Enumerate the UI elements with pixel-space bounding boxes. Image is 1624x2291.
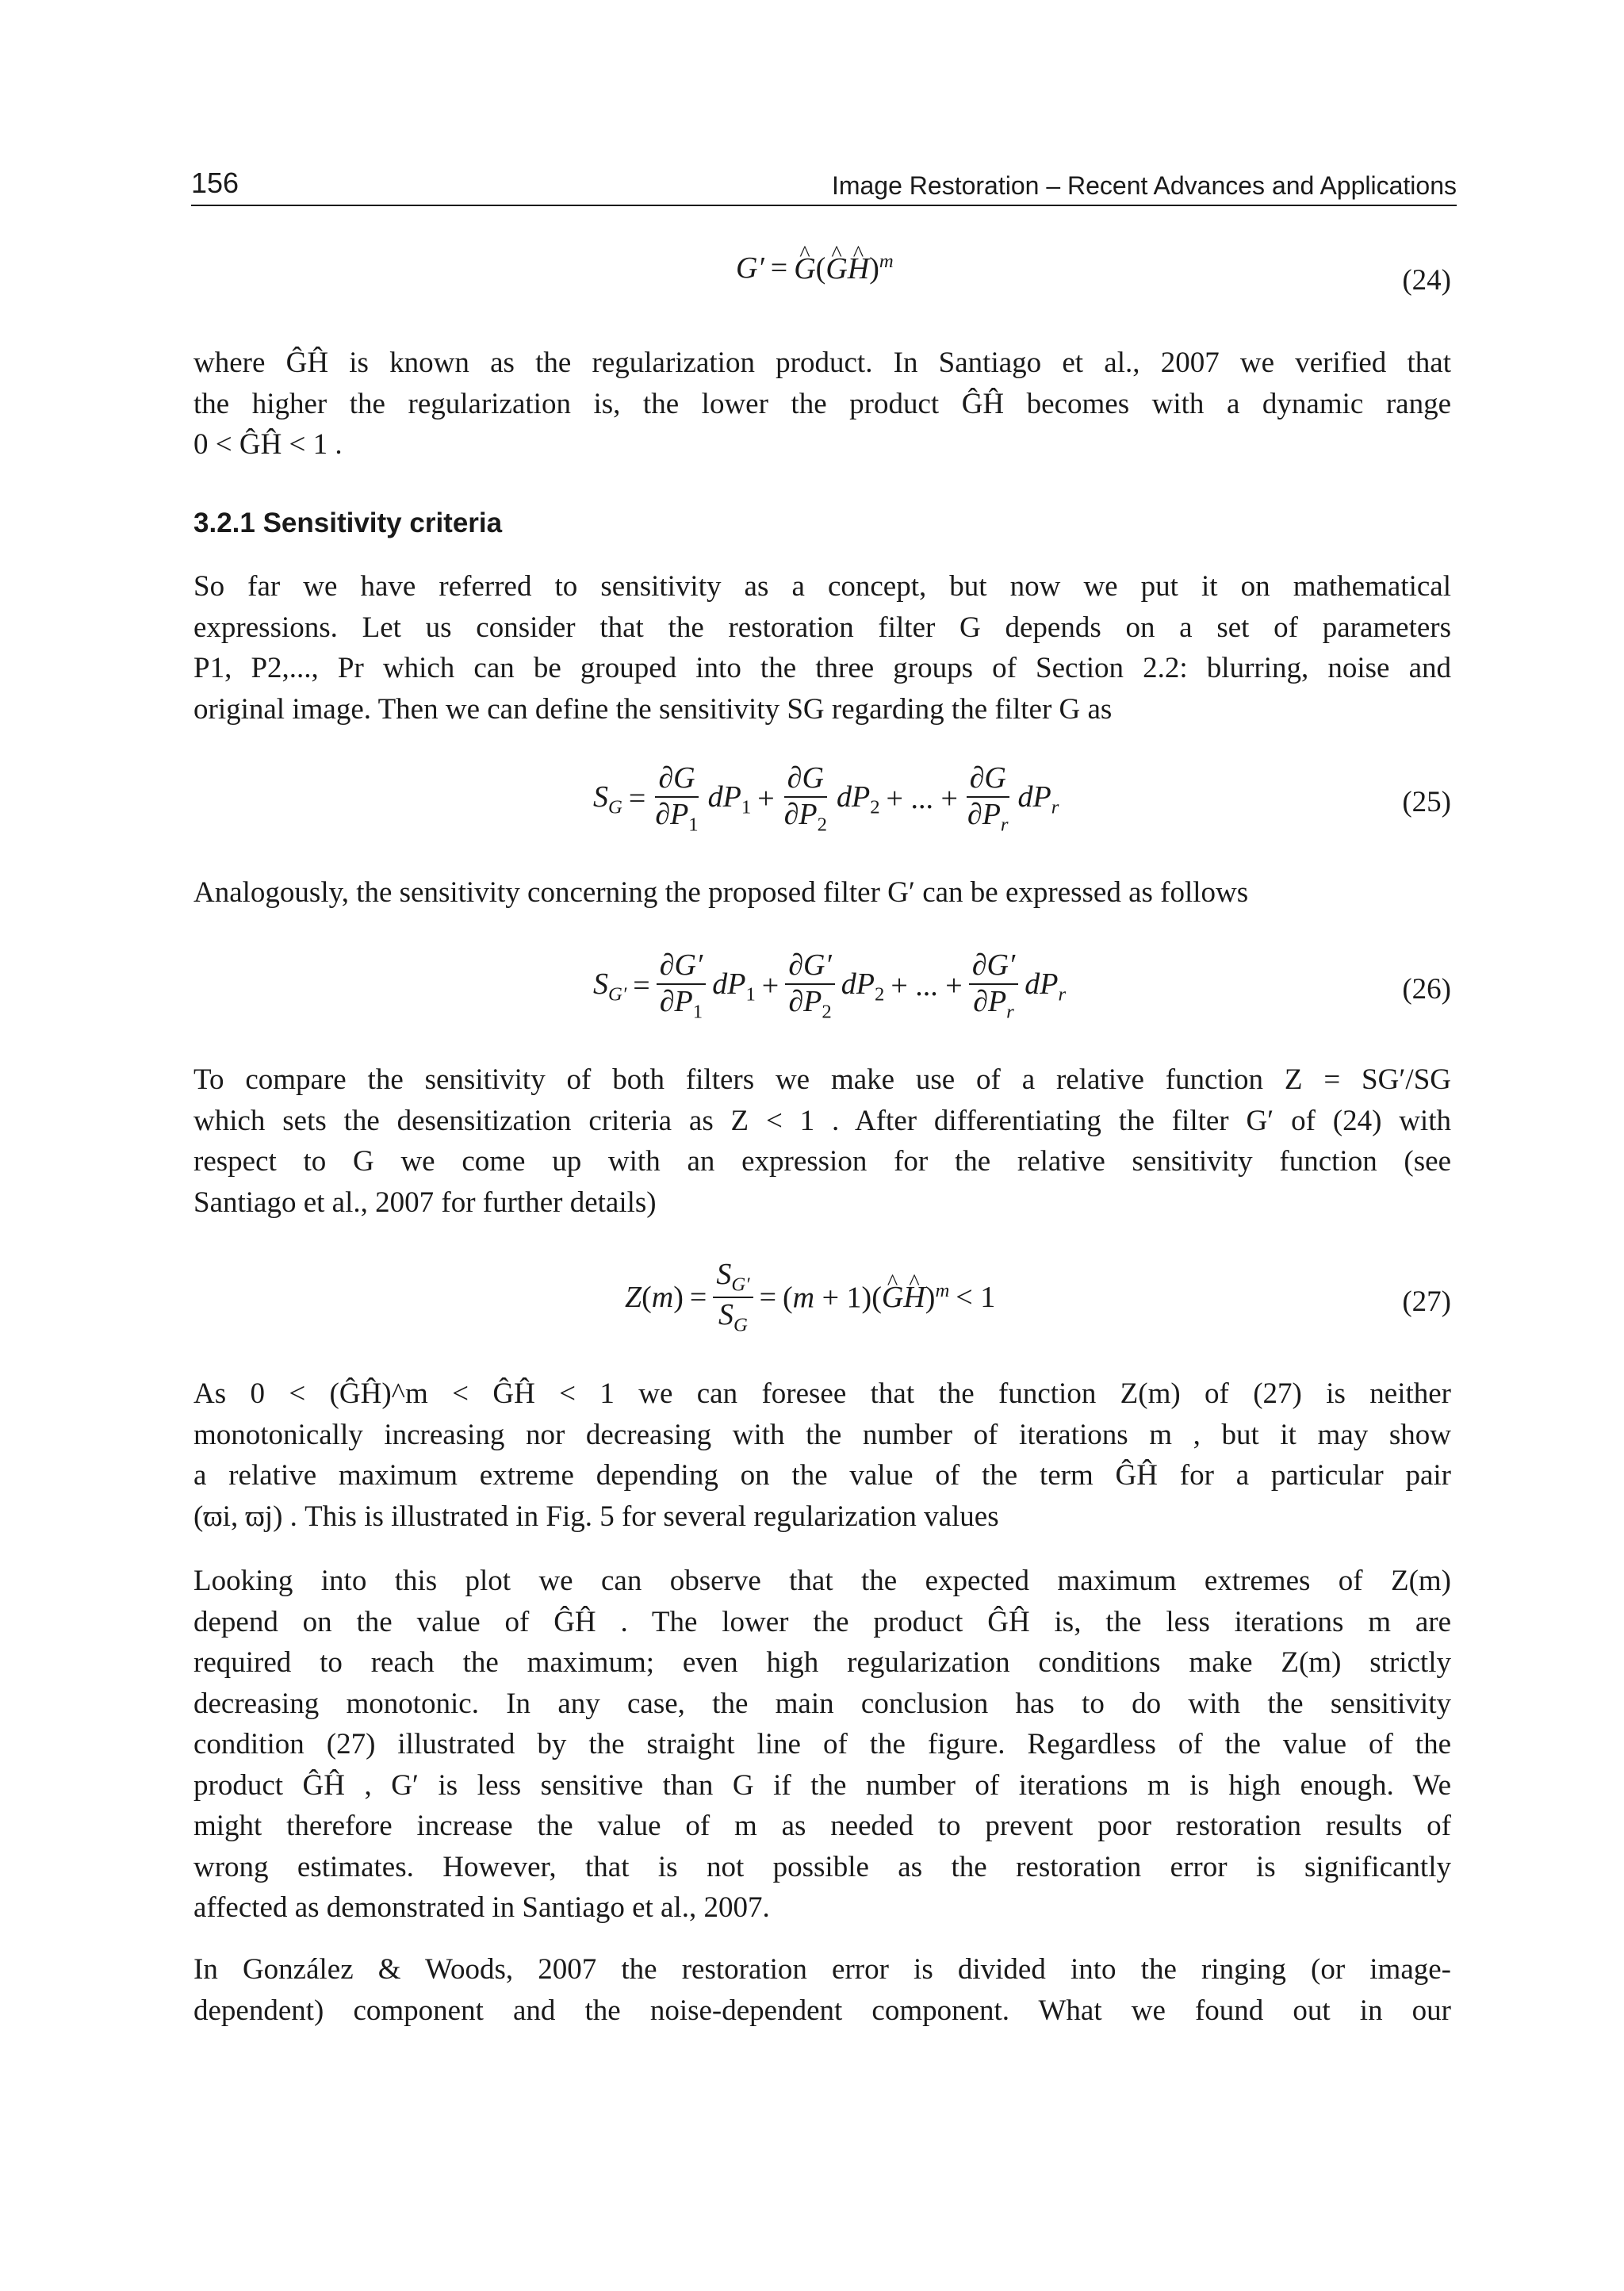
paragraph-3: [193, 872, 1451, 914]
text-line: product ĜĤ , G′ is less sensitive than G if the number of iterations m is high enough. We: [193, 1768, 1451, 1802]
text-line: required to reach the maximum; even high regularization conditions make Z(m) strictly: [193, 1646, 1451, 1679]
text-line: original image. Then we can define the sensitivity SG regarding the filter G as: [193, 692, 1113, 726]
text-line: a relative maximum extreme depending on the value of the term ĜĤ for a particular pair: [193, 1459, 1451, 1492]
text-line: the higher the regularization is, the lower the product ĜĤ becomes with a dynamic range: [193, 387, 1451, 420]
text-line: (ϖi, ϖj) . This is illustrated in Fig. 5 for several regularization values: [193, 1500, 999, 1533]
section-heading: 3.2.1 Sensitivity criteria: [193, 508, 503, 538]
text-line: respect to G we come up with an expression for the relative sensitivity function (see: [193, 1145, 1451, 1178]
equation-26-number: (26): [1402, 973, 1451, 1006]
text-line: In González & Woods, 2007 the restoration error is divided into the ringing (or image-: [193, 1953, 1451, 1986]
page-number: 156: [191, 167, 239, 199]
paragraph-1: [193, 343, 1451, 465]
text-line: P1, P2,..., Pr which can be grouped into the three groups of Section 2.2: blurring, noise and: [193, 652, 1451, 684]
equation-24-number: (24): [1402, 264, 1451, 297]
paragraph-7: [193, 1949, 1451, 2031]
text-line: expressions. Let us consider that the restoration filter G depends on a set of parameters: [193, 611, 1451, 644]
text-line: 0 < ĜĤ < 1 .: [193, 428, 343, 461]
text-line: So far we have referred to sensitivity as a concept, but now we put it on mathematical: [193, 570, 1451, 603]
equation-26: $S_{G'}$ = $\frac{\partial G'}{\partial P_1}$ $dP_1$ + $\frac{\partial G'}{\partial P_2}$ $dP_2$ + ... + $\frac{\partial G'}{\partial P_r}$ $dP_r$: [593, 948, 1067, 1023]
text-line: affected as demonstrated in Santiago et al., 2007.: [193, 1891, 770, 1924]
paragraph-2: [193, 566, 1451, 730]
paragraph-4: [193, 1059, 1451, 1223]
text-line: To compare the sensitivity of both filters we make use of a relative function Z = SG′/SG: [193, 1063, 1451, 1096]
text-line: might therefore increase the value of m as needed to prevent poor restoration results of: [193, 1810, 1451, 1842]
running-title: Image Restoration – Recent Advances and Applications: [831, 171, 1457, 200]
text-line: As 0 < (ĜĤ)^m < ĜĤ < 1 we can foresee that the function Z(m) of (27) is neither: [193, 1377, 1451, 1410]
page-header: [191, 163, 1457, 206]
paragraph-6: [193, 1561, 1451, 1929]
text-line: Looking into this plot we can observe that the expected maximum extremes of Z(m): [193, 1565, 1451, 1597]
equation-24: G′ = ^ G(^ G^ H)$^m$: [733, 251, 897, 286]
text-line: where ĜĤ is known as the regularization product. In Santiago et al., 2007 we verified that: [193, 347, 1451, 379]
text-line: condition (27) illustrated by the straight line of the figure. Regardless of the value of the: [193, 1728, 1451, 1760]
equation-25: $S_G$ = $\frac{\partial G}{\partial P_1}$ $dP_1$ + $\frac{\partial G}{\partial P_2}$ $dP_2$ + ... + $\frac{\partial G}{\partial P_r}$ $dP_r$: [593, 761, 1059, 836]
text-line: Analogously, the sensitivity concerning the proposed filter G′ can be expressed as follows: [193, 876, 1249, 909]
text-line: depend on the value of ĜĤ . The lower the product ĜĤ is, the less iterations m are: [193, 1605, 1451, 1638]
equation-27-number: (27): [1402, 1285, 1451, 1318]
equation-25-number: (25): [1402, 786, 1451, 818]
equation-27: Z(m) = $\frac{S_{G'}}{S_G}$ = (m + 1)(^ G^ H)$^m$ < 1: [622, 1258, 998, 1337]
text-line: decreasing monotonic. In any case, the main conclusion has to do with the sensitivity: [193, 1687, 1451, 1720]
text-line: wrong estimates. However, that is not possible as the restoration error is significantly: [193, 1850, 1451, 1883]
text-line: which sets the desensitization criteria as Z < 1 . After differentiating the filter G′ of (24) with: [193, 1104, 1451, 1137]
text-line: monotonically increasing nor decreasing with the number of iterations m , but it may show: [193, 1418, 1451, 1451]
paragraph-5: [193, 1373, 1451, 1537]
text-line: dependent) component and the noise-dependent component. What we found out in our: [193, 1994, 1451, 2027]
text-line: Santiago et al., 2007 for further details): [193, 1186, 657, 1219]
